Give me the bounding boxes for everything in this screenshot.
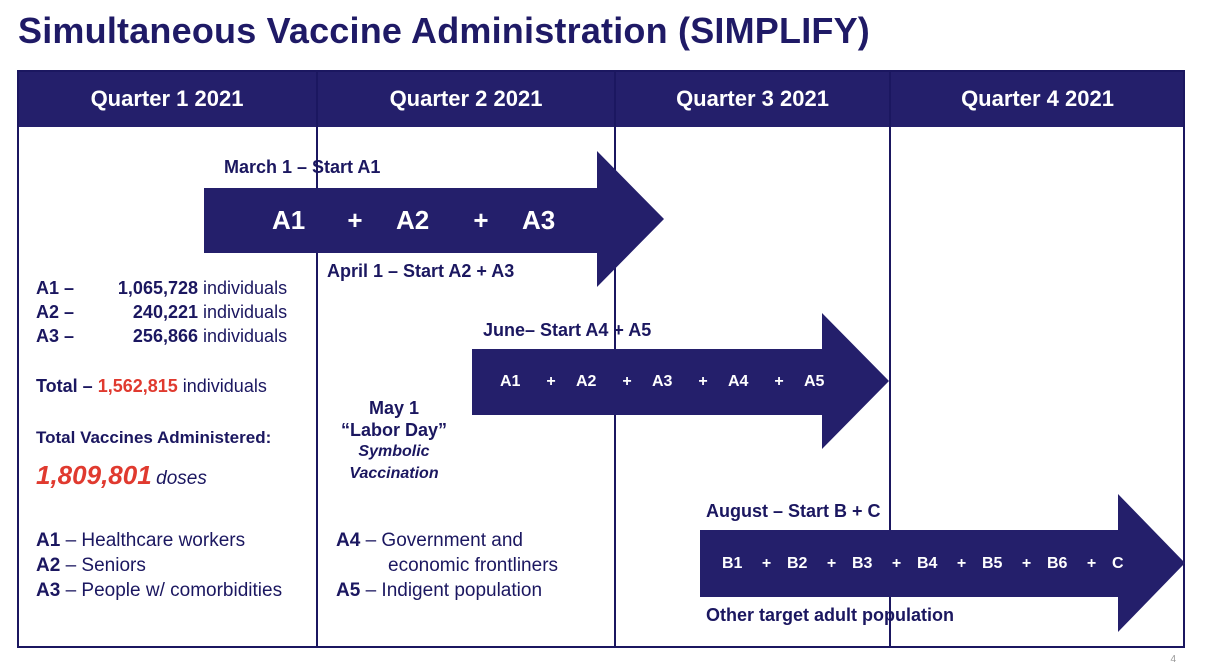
legend-code: A2 [36, 555, 61, 576]
legend-item [36, 553, 282, 578]
arrow2-group-a1: A1 [500, 373, 521, 390]
arrow1-group-a1: A1 [272, 205, 306, 235]
stat-value: 240,221 [132, 302, 198, 322]
arrow2-plus: + [698, 373, 708, 390]
arrow3-group-b5: B5 [982, 555, 1003, 572]
arrow3-plus: + [826, 555, 837, 572]
legend-item [336, 578, 558, 603]
arrow3-group-b1: B1 [722, 555, 743, 572]
arrow3-group-b2: B2 [787, 555, 808, 572]
legend-desc: – Indigent population [365, 580, 543, 601]
legend-item [336, 528, 558, 553]
may1-labor-day-note [318, 397, 470, 485]
legend-priority-groups-a4-a5 [336, 528, 558, 603]
quarter-header-q1: Quarter 1 2021 [90, 85, 244, 111]
arrow1-group-a2: A2 [396, 205, 430, 235]
arrow2-plus: + [546, 373, 556, 390]
arrow1-groups [272, 205, 566, 236]
arrow1-second-start-label: April 1 – Start A2 + A3 [327, 261, 515, 281]
may1-vaccination: Vaccination [349, 465, 439, 482]
arrow3-group-b6: B6 [1047, 555, 1068, 572]
arrow1-plus: + [347, 205, 363, 235]
stat-code: A1 – [36, 278, 75, 298]
stat-code: A3 – [36, 326, 75, 346]
arrow3-plus: + [1086, 555, 1097, 572]
stat-unit: individuals [203, 326, 288, 346]
vaccines-unit: doses [156, 468, 207, 489]
arrow2-plus: + [622, 373, 632, 390]
arrow3-group-b3: B3 [852, 555, 873, 572]
arrow3-group-c: C [1112, 555, 1124, 572]
total-label: Total – [36, 376, 93, 396]
may1-holiday: “Labor Day” [340, 420, 448, 440]
arrow1-plus: + [473, 205, 489, 235]
vaccines-label [36, 428, 271, 448]
may1-symbolic: Symbolic [358, 443, 430, 460]
arrow3-plus: + [761, 555, 772, 572]
legend-desc: – Healthcare workers [65, 530, 246, 551]
arrow3-plus: + [1021, 555, 1032, 572]
arrow1-group-a3: A3 [522, 205, 556, 235]
arrow3-start-label: August – Start B + C [706, 501, 881, 521]
legend-code: A4 [336, 530, 361, 551]
arrow3-plus: + [891, 555, 902, 572]
stat-value: 256,866 [132, 326, 198, 346]
legend-item [36, 578, 282, 603]
legend-code: A5 [336, 580, 361, 601]
page-number: 4 [1170, 654, 1176, 665]
arrow3-target-label: Other target adult population [706, 605, 954, 625]
arrow2-groups [500, 373, 830, 391]
stat-unit: individuals [203, 302, 288, 322]
vaccines-value: 1,809,801 [36, 460, 152, 490]
stat-value: 1,065,728 [117, 278, 198, 298]
arrow2-group-a3: A3 [652, 373, 673, 390]
legend-item [36, 528, 282, 553]
arrow2-plus: + [774, 373, 784, 390]
total-value: 1,562,815 [97, 376, 178, 396]
arrow2-start-label: June– Start A4 + A5 [483, 320, 652, 340]
stat-total [36, 376, 267, 397]
arrow2-group-a5: A5 [804, 373, 825, 390]
arrow3-group-b4: B4 [917, 555, 938, 572]
arrow1-start-label: March 1 – Start A1 [224, 157, 381, 177]
arrow2-group-a2: A2 [576, 373, 597, 390]
legend-code: A1 [36, 530, 61, 551]
quarter-header-q2: Quarter 2 2021 [389, 85, 543, 111]
vaccines-label-text: Total Vaccines Administered: [36, 428, 272, 447]
stat-row-a1 [36, 278, 287, 299]
stat-row-a3 [36, 326, 287, 347]
arrow2-group-a4: A4 [728, 373, 749, 390]
arrow3-plus: + [956, 555, 967, 572]
quarter-header-q4: Quarter 4 2021 [961, 85, 1114, 111]
legend-desc: – Seniors [65, 555, 146, 576]
quarter-header-q3: Quarter 3 2021 [676, 85, 829, 111]
legend-code: A3 [36, 580, 61, 601]
stat-row-a2 [36, 302, 287, 323]
may1-date: May 1 [368, 398, 420, 418]
stat-unit: individuals [203, 278, 288, 298]
total-unit: individuals [182, 376, 267, 396]
legend-desc: – People w/ comorbidities [65, 580, 283, 601]
stat-code: A2 – [36, 302, 75, 322]
legend-desc: – Government and [365, 530, 523, 551]
legend-priority-groups-a1-a3 [36, 528, 282, 603]
page-title: Simultaneous Vaccine Administration (SIMPLIFY) [18, 10, 871, 51]
vaccines-total [36, 460, 207, 491]
arrow3-groups [722, 555, 1128, 573]
legend-desc-continued: economic frontliners [388, 555, 559, 576]
